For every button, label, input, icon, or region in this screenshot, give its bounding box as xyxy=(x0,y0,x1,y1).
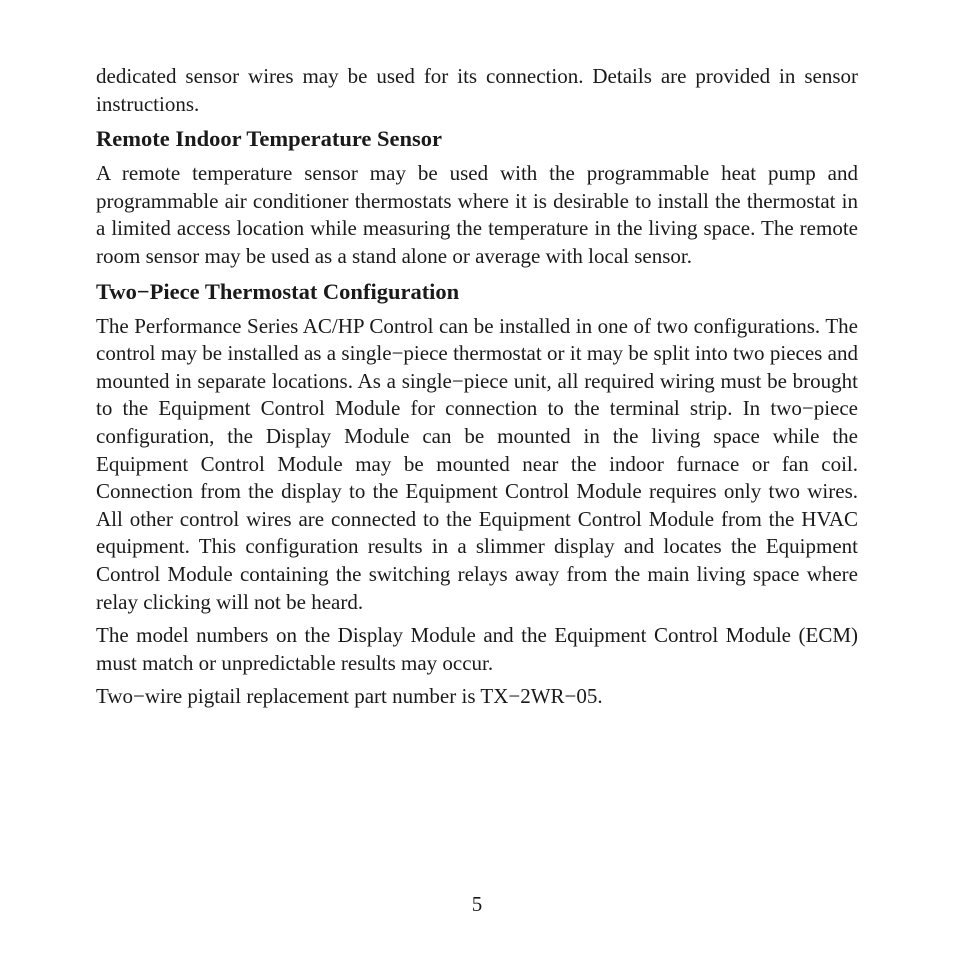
two-piece-paragraph-1: The Performance Series AC/HP Control can be installed in one of two configurations. The control may be installed as a single−piece thermostat or it may be split into two pieces and mounted in separate locations. As a single−piece unit, all required wiring must be brought to the Equipment Control Module for connection to the terminal strip. In two−piece configuration, the Display Module can be mounted in the living space while the Equipment Control Module may be mounted near the indoor furnace or fan coil. Connection from the display to the Equipment Control Module requires only two wires. All other control wires are connected to the Equipment Control Module from the HVAC equipment. This configuration results in a slimmer display and locates the Equipment Control Module containing the switching relays away from the main living space where relay clicking will not be heard. xyxy=(96,313,858,614)
document-page xyxy=(96,63,858,711)
heading-two-piece-thermostat-configuration: Two−Piece Thermostat Configuration xyxy=(96,278,460,304)
two-piece-paragraph-2: The model numbers on the Display Module and the Equipment Control Module (ECM) must match or unpredictable results may occur. xyxy=(96,623,858,675)
intro-paragraph: dedicated sensor wires may be used for its connection. Details are provided in sensor instructions. xyxy=(96,64,858,116)
two-piece-paragraph-3: Two−wire pigtail replacement part number is TX−2WR−05. xyxy=(96,684,603,709)
page-number: 5 xyxy=(471,892,483,916)
remote-sensor-paragraph: A remote temperature sensor may be used with the programmable heat pump and programmable air conditioner thermostats where it is desirable to install the thermostat in a limited access location while measuring the temperature in the living space. The remote room sensor may be used as a stand alone or average with local sensor. xyxy=(96,161,858,268)
heading-remote-indoor-temperature-sensor: Remote Indoor Temperature Sensor xyxy=(96,126,443,152)
